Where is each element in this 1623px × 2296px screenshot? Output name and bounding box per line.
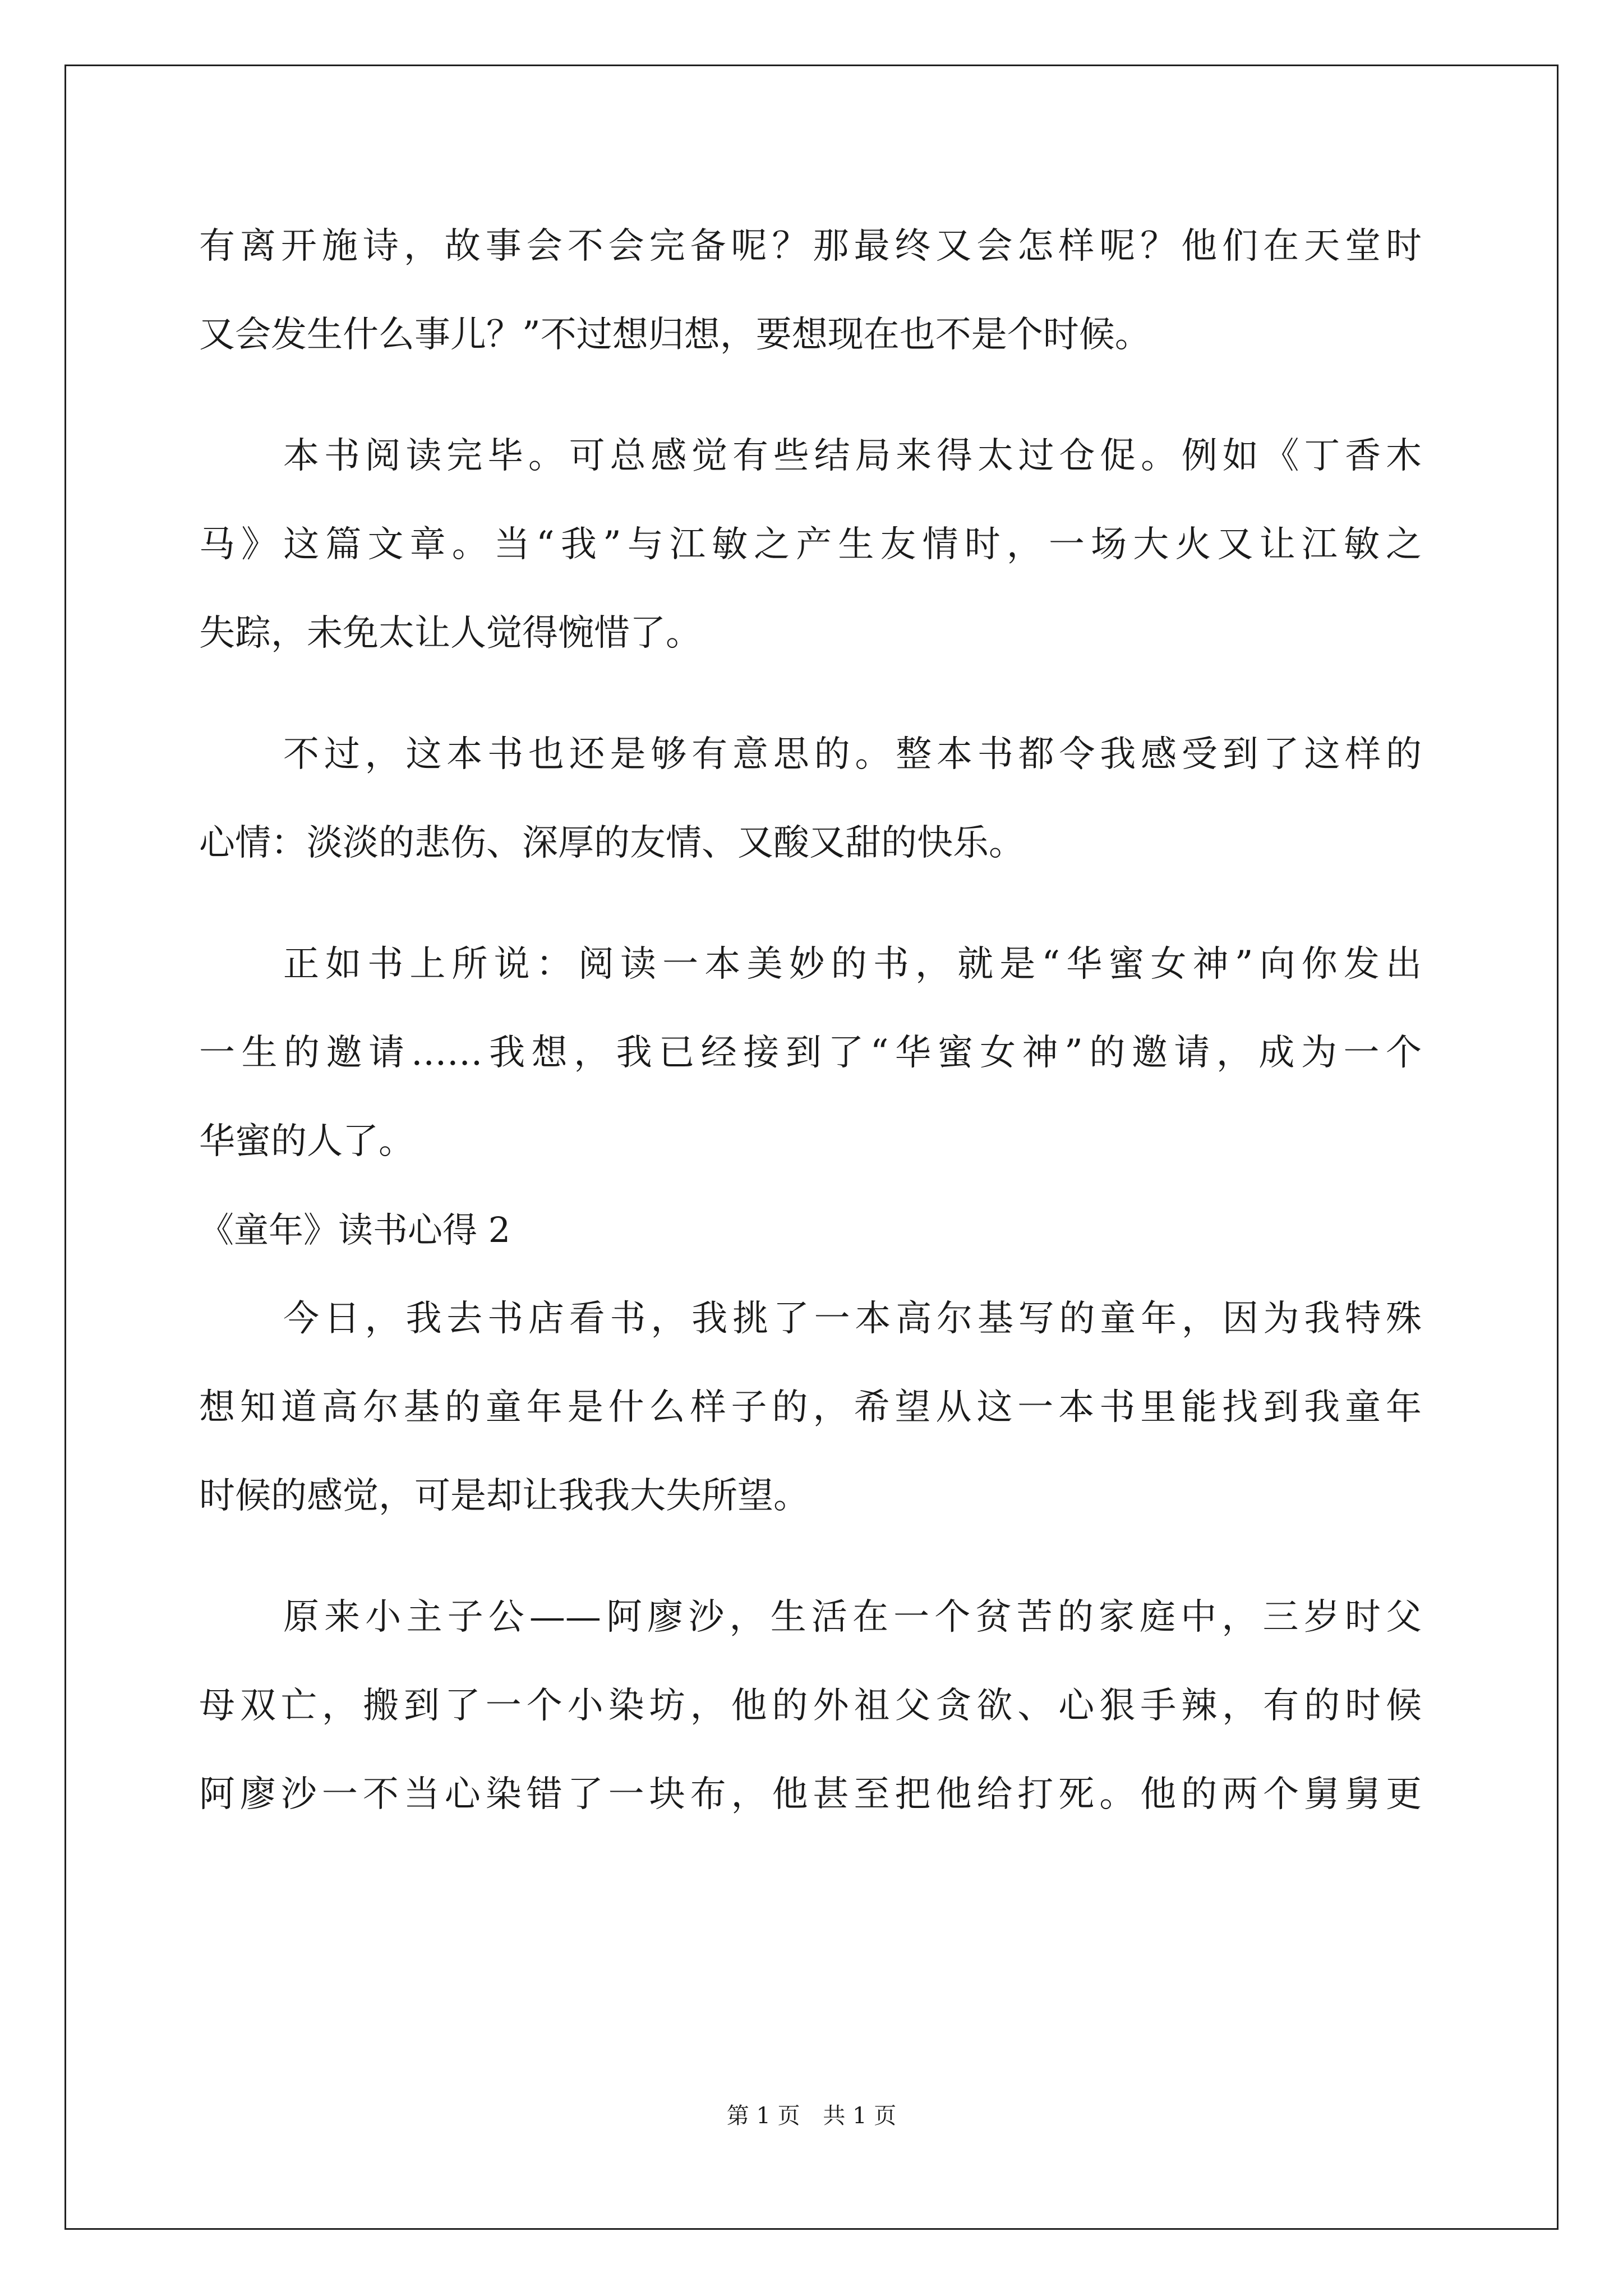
page-total: 共 1 页 — [823, 2103, 897, 2129]
paragraph-line: 想知道高尔基的童年是什么样子的，希望从这一本书里能找到我童年 — [199, 1387, 1422, 1428]
paragraph-line: 今日，我去书店看书，我挑了一本高尔基写的童年，因为我特殊 — [283, 1298, 1422, 1340]
section-heading: 《童年》读书心得 2 — [199, 1209, 511, 1250]
paragraph-line: 本书阅读完毕。可总感觉有些结局来得太过仓促。例如《丁香木 — [283, 435, 1422, 477]
paragraph-line: 有离开施诗，故事会不会完备呢？那最终又会怎样呢？他们在天堂时 — [199, 226, 1422, 267]
paragraph-line: 阿廖沙一不当心染错了一块布，他甚至把他给打死。他的两个舅舅更 — [199, 1774, 1422, 1815]
paragraph-line: 又会发生什么事儿？”不过想归想，要想现在也不是个时候。 — [199, 314, 1151, 356]
page-number: 第 1 页 — [726, 2103, 800, 2129]
paragraph-line: 华蜜的人了。 — [199, 1121, 414, 1162]
paragraph-line: 不过，这本书也还是够有意思的。整本书都令我感受到了这样的 — [283, 734, 1422, 775]
paragraph-line: 马》这篇文章。当“我”与江敏之产生友情时，一场大火又让江敏之 — [199, 524, 1422, 565]
paragraph-line: 正如书上所说：阅读一本美妙的书，就是“华蜜女神”向你发出 — [283, 944, 1422, 985]
page-footer — [0, 2098, 1623, 2130]
paragraph-line: 失踪，未免太让人觉得惋惜了。 — [199, 613, 702, 654]
paragraph-line: 母双亡，搬到了一个小染坊，他的外祖父贪欲、心狠手辣，有的时候 — [199, 1685, 1422, 1727]
document-body — [199, 202, 1422, 1839]
paragraph-line: 时候的感觉，可是却让我我大失所望。 — [199, 1475, 809, 1517]
paragraph-line: 一生的邀请……我想，我已经接到了“华蜜女神”的邀请，成为一个 — [199, 1032, 1422, 1074]
paragraph-line: 原来小主子公——阿廖沙，生活在一个贫苦的家庭中，三岁时父 — [283, 1596, 1422, 1638]
paragraph-line: 心情：淡淡的悲伤、深厚的友情、又酸又甜的快乐。 — [199, 822, 1025, 864]
